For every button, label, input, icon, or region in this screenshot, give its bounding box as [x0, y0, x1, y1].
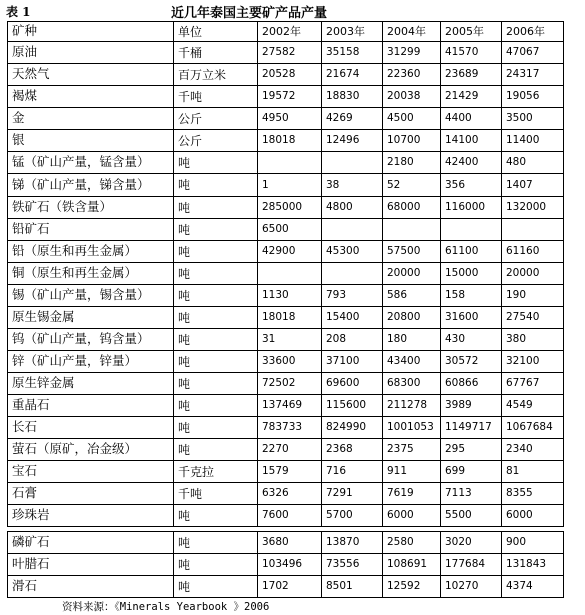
- value-cell: 47067: [502, 42, 564, 64]
- value-cell: 900: [502, 532, 564, 554]
- unit-cell: 千吨: [174, 483, 258, 505]
- value-cell: 1579: [258, 461, 322, 483]
- unit-cell: 吨: [174, 285, 258, 307]
- value-cell: 4269: [322, 108, 383, 130]
- value-cell: 20800: [383, 307, 441, 329]
- table-row: [8, 64, 564, 86]
- value-cell: 61100: [441, 241, 502, 263]
- mineral-cell: 长石: [8, 417, 174, 439]
- value-cell: 33600: [258, 351, 322, 373]
- value-cell: 177684: [441, 554, 502, 576]
- value-cell: 7619: [383, 483, 441, 505]
- value-cell: 793: [322, 285, 383, 307]
- value-cell: 38: [322, 174, 383, 197]
- value-cell: 285000: [258, 197, 322, 219]
- value-cell: [383, 219, 441, 241]
- value-cell: 208: [322, 329, 383, 351]
- table-row: [8, 461, 564, 483]
- mineral-cell: 矿种: [8, 22, 174, 42]
- value-cell: 2340: [502, 439, 564, 461]
- value-cell: 31299: [383, 42, 441, 64]
- table-row: [8, 395, 564, 417]
- value-cell: 295: [441, 439, 502, 461]
- unit-cell: 吨: [174, 329, 258, 351]
- value-cell: 13870: [322, 532, 383, 554]
- mineral-production-table-continued: [7, 531, 564, 598]
- mineral-cell: 锌（矿山产量，锌量）: [8, 351, 174, 373]
- value-cell: 57500: [383, 241, 441, 263]
- table-title: 近几年泰国主要矿产品产量: [171, 6, 328, 21]
- value-cell: 4400: [441, 108, 502, 130]
- mineral-cell: 锰（矿山产量，锰含量）: [8, 152, 174, 174]
- table-row: [8, 439, 564, 461]
- mineral-cell: 珍珠岩: [8, 505, 174, 527]
- value-cell: 2180: [383, 152, 441, 174]
- table-row: [8, 307, 564, 329]
- unit-cell: 吨: [174, 576, 258, 598]
- value-cell: 8501: [322, 576, 383, 598]
- table-row: [8, 86, 564, 108]
- value-cell: 15000: [441, 263, 502, 285]
- value-cell: 21429: [441, 86, 502, 108]
- value-cell: 81: [502, 461, 564, 483]
- value-cell: 430: [441, 329, 502, 351]
- unit-cell: 吨: [174, 263, 258, 285]
- value-cell: 20038: [383, 86, 441, 108]
- value-cell: 783733: [258, 417, 322, 439]
- value-cell: 20000: [383, 263, 441, 285]
- value-cell: 108691: [383, 554, 441, 576]
- value-cell: 1149717: [441, 417, 502, 439]
- value-cell: 4800: [322, 197, 383, 219]
- value-cell: 8355: [502, 483, 564, 505]
- mineral-cell: 宝石: [8, 461, 174, 483]
- value-cell: 69600: [322, 373, 383, 395]
- table-row: [8, 263, 564, 285]
- table-row: [8, 130, 564, 152]
- value-cell: 60866: [441, 373, 502, 395]
- value-cell: 356: [441, 174, 502, 197]
- value-cell: 31: [258, 329, 322, 351]
- value-cell: 190: [502, 285, 564, 307]
- value-cell: 3020: [441, 532, 502, 554]
- value-cell: 67767: [502, 373, 564, 395]
- value-cell: 3989: [441, 395, 502, 417]
- unit-cell: 吨: [174, 373, 258, 395]
- value-cell: 5500: [441, 505, 502, 527]
- value-cell: 116000: [441, 197, 502, 219]
- mineral-cell: 褐煤: [8, 86, 174, 108]
- mineral-cell: 重晶石: [8, 395, 174, 417]
- value-cell: 103496: [258, 554, 322, 576]
- mineral-cell: 金: [8, 108, 174, 130]
- value-cell: 716: [322, 461, 383, 483]
- value-cell: 42400: [441, 152, 502, 174]
- value-cell: 1001053: [383, 417, 441, 439]
- value-cell: 41570: [441, 42, 502, 64]
- value-cell: [322, 152, 383, 174]
- value-cell: 7600: [258, 505, 322, 527]
- table-row: [8, 329, 564, 351]
- value-cell: 68300: [383, 373, 441, 395]
- value-cell: 27582: [258, 42, 322, 64]
- source-note: 资料来源：《Minerals Yearbook 》2006: [62, 601, 270, 613]
- table-row: [8, 576, 564, 598]
- unit-cell: 千克拉: [174, 461, 258, 483]
- table-row: [8, 241, 564, 263]
- mineral-cell: 钨（矿山产量，钨含量）: [8, 329, 174, 351]
- mineral-cell: 银: [8, 130, 174, 152]
- value-cell: 158: [441, 285, 502, 307]
- unit-cell: 吨: [174, 219, 258, 241]
- value-cell: 30572: [441, 351, 502, 373]
- value-cell: 10700: [383, 130, 441, 152]
- table-row: [8, 417, 564, 439]
- value-cell: 2580: [383, 532, 441, 554]
- unit-cell: 百万立米: [174, 64, 258, 86]
- value-cell: 586: [383, 285, 441, 307]
- value-cell: 37100: [322, 351, 383, 373]
- value-cell: 211278: [383, 395, 441, 417]
- value-cell: 27540: [502, 307, 564, 329]
- value-cell: 42900: [258, 241, 322, 263]
- table-number: 表 1: [6, 5, 31, 19]
- value-cell: 6000: [383, 505, 441, 527]
- value-cell: 3500: [502, 108, 564, 130]
- value-cell: 45300: [322, 241, 383, 263]
- mineral-cell: 天然气: [8, 64, 174, 86]
- mineral-cell: 原生锡金属: [8, 307, 174, 329]
- value-cell: 72502: [258, 373, 322, 395]
- value-cell: 4374: [502, 576, 564, 598]
- mineral-cell: 铜（原生和再生金属）: [8, 263, 174, 285]
- value-cell: 22360: [383, 64, 441, 86]
- unit-cell: 吨: [174, 505, 258, 527]
- table-row: [8, 197, 564, 219]
- value-cell: [322, 219, 383, 241]
- table-row: [8, 42, 564, 64]
- mineral-cell: 叶腊石: [8, 554, 174, 576]
- unit-cell: 公斤: [174, 108, 258, 130]
- value-cell: 380: [502, 329, 564, 351]
- mineral-cell: 铅矿石: [8, 219, 174, 241]
- value-cell: 5700: [322, 505, 383, 527]
- table-caption: [0, 2, 585, 20]
- value-cell: 2004年: [383, 22, 441, 42]
- value-cell: 699: [441, 461, 502, 483]
- value-cell: 23689: [441, 64, 502, 86]
- value-cell: [258, 152, 322, 174]
- value-cell: 131843: [502, 554, 564, 576]
- unit-cell: 吨: [174, 174, 258, 197]
- value-cell: 61160: [502, 241, 564, 263]
- value-cell: 911: [383, 461, 441, 483]
- value-cell: 1407: [502, 174, 564, 197]
- value-cell: 4549: [502, 395, 564, 417]
- unit-cell: 吨: [174, 307, 258, 329]
- value-cell: 4950: [258, 108, 322, 130]
- table-row: [8, 373, 564, 395]
- unit-cell: 吨: [174, 532, 258, 554]
- unit-cell: 千吨: [174, 86, 258, 108]
- value-cell: 2270: [258, 439, 322, 461]
- value-cell: 6500: [258, 219, 322, 241]
- value-cell: 6000: [502, 505, 564, 527]
- value-cell: 20000: [502, 263, 564, 285]
- mineral-cell: 原油: [8, 42, 174, 64]
- table-row: [8, 285, 564, 307]
- value-cell: 7113: [441, 483, 502, 505]
- value-cell: 14100: [441, 130, 502, 152]
- unit-cell: 吨: [174, 417, 258, 439]
- value-cell: 11400: [502, 130, 564, 152]
- value-cell: [502, 219, 564, 241]
- value-cell: 32100: [502, 351, 564, 373]
- table-row: [8, 351, 564, 373]
- value-cell: 115600: [322, 395, 383, 417]
- table-row: [8, 108, 564, 130]
- unit-cell: 吨: [174, 152, 258, 174]
- value-cell: 12592: [383, 576, 441, 598]
- table-row: [8, 554, 564, 576]
- value-cell: 18018: [258, 307, 322, 329]
- value-cell: 1: [258, 174, 322, 197]
- value-cell: 824990: [322, 417, 383, 439]
- unit-cell: 千桶: [174, 42, 258, 64]
- table-header-row: [8, 22, 564, 42]
- value-cell: 132000: [502, 197, 564, 219]
- mineral-cell: 萤石（原矿，冶金级）: [8, 439, 174, 461]
- unit-cell: 吨: [174, 554, 258, 576]
- value-cell: 24317: [502, 64, 564, 86]
- value-cell: 6326: [258, 483, 322, 505]
- value-cell: 1702: [258, 576, 322, 598]
- value-cell: 35158: [322, 42, 383, 64]
- value-cell: 1067684: [502, 417, 564, 439]
- value-cell: 137469: [258, 395, 322, 417]
- unit-cell: 吨: [174, 241, 258, 263]
- unit-cell: 单位: [174, 22, 258, 42]
- value-cell: 12496: [322, 130, 383, 152]
- value-cell: 31600: [441, 307, 502, 329]
- value-cell: 2375: [383, 439, 441, 461]
- mineral-cell: 磷矿石: [8, 532, 174, 554]
- mineral-cell: 锑（矿山产量，锑含量）: [8, 174, 174, 197]
- mineral-cell: 锡（矿山产量，锡含量）: [8, 285, 174, 307]
- value-cell: 18018: [258, 130, 322, 152]
- table-row: [8, 152, 564, 174]
- value-cell: 19056: [502, 86, 564, 108]
- value-cell: 3680: [258, 532, 322, 554]
- value-cell: 2003年: [322, 22, 383, 42]
- value-cell: 68000: [383, 197, 441, 219]
- table-row: [8, 505, 564, 527]
- unit-cell: 吨: [174, 197, 258, 219]
- value-cell: 2006年: [502, 22, 564, 42]
- value-cell: 180: [383, 329, 441, 351]
- value-cell: 1130: [258, 285, 322, 307]
- value-cell: 4500: [383, 108, 441, 130]
- unit-cell: 公斤: [174, 130, 258, 152]
- value-cell: 21674: [322, 64, 383, 86]
- value-cell: 480: [502, 152, 564, 174]
- table-row: [8, 219, 564, 241]
- mineral-cell: 铅（原生和再生金属）: [8, 241, 174, 263]
- value-cell: 52: [383, 174, 441, 197]
- mineral-cell: 原生锌金属: [8, 373, 174, 395]
- value-cell: 2005年: [441, 22, 502, 42]
- value-cell: 15400: [322, 307, 383, 329]
- unit-cell: 吨: [174, 351, 258, 373]
- mineral-production-table: [7, 21, 564, 527]
- value-cell: 20528: [258, 64, 322, 86]
- table-row: [8, 483, 564, 505]
- value-cell: 2368: [322, 439, 383, 461]
- value-cell: [258, 263, 322, 285]
- mineral-cell: 铁矿石（铁含量）: [8, 197, 174, 219]
- value-cell: 10270: [441, 576, 502, 598]
- value-cell: 43400: [383, 351, 441, 373]
- value-cell: 19572: [258, 86, 322, 108]
- value-cell: [322, 263, 383, 285]
- mineral-cell: 滑石: [8, 576, 174, 598]
- table-row: [8, 174, 564, 197]
- unit-cell: 吨: [174, 395, 258, 417]
- value-cell: 7291: [322, 483, 383, 505]
- table-row: [8, 532, 564, 554]
- value-cell: [441, 219, 502, 241]
- value-cell: 18830: [322, 86, 383, 108]
- value-cell: 2002年: [258, 22, 322, 42]
- value-cell: 73556: [322, 554, 383, 576]
- unit-cell: 吨: [174, 439, 258, 461]
- mineral-cell: 石膏: [8, 483, 174, 505]
